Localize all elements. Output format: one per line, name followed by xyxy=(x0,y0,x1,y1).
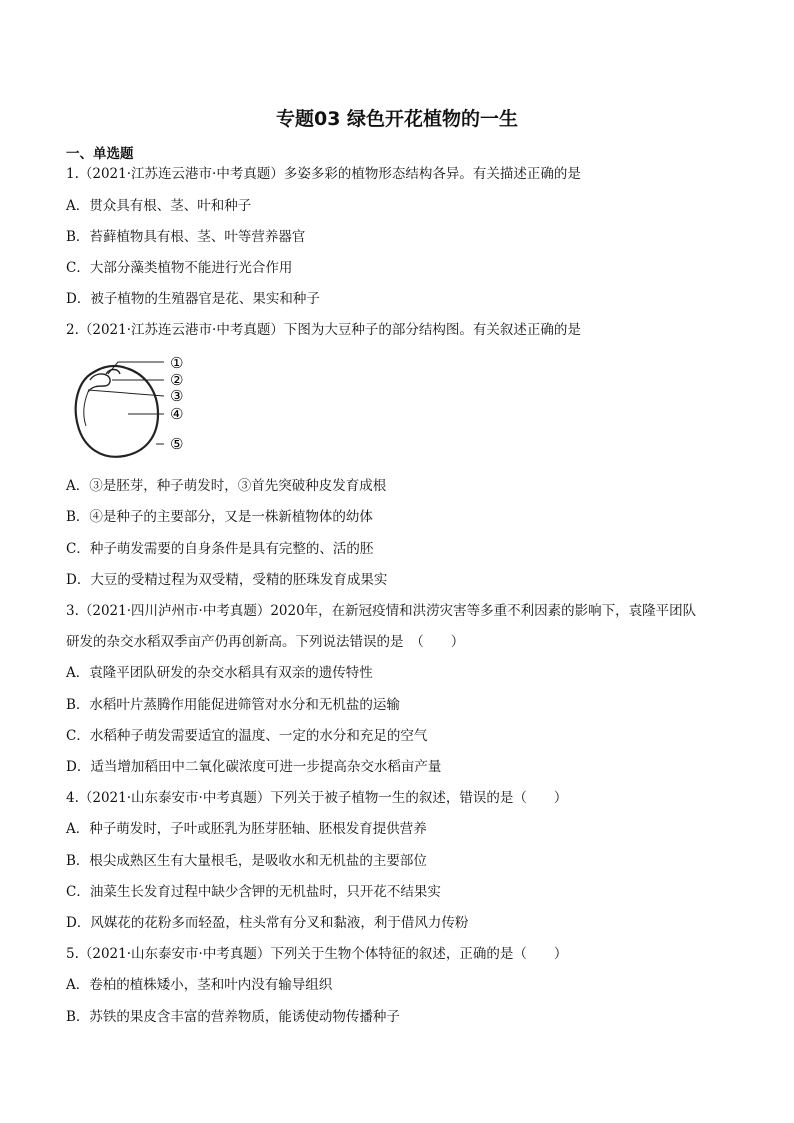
question-5-option-b: B．苏铁的果皮含丰富的营养物质，能诱使动物传播种子 xyxy=(66,1009,400,1025)
question-1-option-a: A．贯众具有根、茎、叶和种子 xyxy=(66,198,252,214)
question-4-option-a: A．种子萌发时，子叶或胚乳为胚芽胚轴、胚根发育提供营养 xyxy=(66,821,427,837)
question-2-stem: 2.（2021·江苏连云港市·中考真题）下图为大豆种子的部分结构图。有关叙述正确的是 xyxy=(66,322,581,338)
question-3-option-a: A．袁隆平团队研发的杂交水稻具有双亲的遗传特性 xyxy=(66,665,373,681)
figure-label-5: ⑤ xyxy=(170,435,184,453)
section-heading: 一、单选题 xyxy=(66,146,134,162)
question-1-option-d: D．被子植物的生殖器官是花、果实和种子 xyxy=(66,291,320,307)
question-2-option-a: A．③是胚芽，种子萌发时，③首先突破种皮发育成根 xyxy=(66,478,387,494)
question-5-stem: 5.（2021·山东泰安市·中考真题）下列关于生物个体特征的叙述，正确的是（ ） xyxy=(66,946,568,962)
question-3-stem-continued: 研发的杂交水稻双季亩产仍再创新高。下列说法错误的是 （ ） xyxy=(66,634,465,650)
question-4-option-d: D．风媒花的花粉多而轻盈，柱头常有分叉和黏液，利于借风力传粉 xyxy=(66,915,469,931)
question-3-option-c: C．水稻种子萌发需要适宜的温度、一定的水分和充足的空气 xyxy=(66,728,428,744)
question-2-option-c: C．种子萌发需要的自身条件是具有完整的、活的胚 xyxy=(66,541,374,557)
question-5-option-a: A．卷柏的植株矮小，茎和叶内没有输导组织 xyxy=(66,977,333,993)
question-1-stem: 1.（2021·江苏连云港市·中考真题）多姿多彩的植物形态结构各异。有关描述正确的是 xyxy=(66,166,581,182)
question-4-stem: 4.（2021·山东泰安市·中考真题）下列关于被子植物一生的叙述，错误的是（ ） xyxy=(66,790,568,806)
question-1-option-c: C．大部分藻类植物不能进行光合作用 xyxy=(66,260,293,276)
figure-label-3: ③ xyxy=(170,387,184,405)
question-3-stem: 3.（2021·四川泸州市·中考真题）2020年，在新冠疫情和洪涝灾害等多重不利因素的影响下，袁隆平团队 xyxy=(66,603,697,619)
question-4-option-c: C．油菜生长发育过程中缺少含钾的无机盐时，只开花不结果实 xyxy=(66,884,441,900)
figure-label-1: ① xyxy=(170,354,184,372)
figure-label-2: ② xyxy=(170,371,184,389)
page-title: 专题03 绿色开花植物的一生 xyxy=(275,108,519,130)
question-3-option-b: B．水稻叶片蒸腾作用能促进筛管对水分和无机盐的运输 xyxy=(66,697,400,713)
question-4-option-b: B．根尖成熟区生有大量根毛，是吸收水和无机盐的主要部位 xyxy=(66,853,427,869)
figure-label-4: ④ xyxy=(170,405,184,423)
question-2-option-b: B．④是种子的主要部分，又是一株新植物体的幼体 xyxy=(66,509,373,525)
question-1-option-b: B．苔藓植物具有根、茎、叶等营养器官 xyxy=(66,229,306,245)
soybean-seed-diagram xyxy=(66,352,196,464)
question-2-option-d: D．大豆的受精过程为双受精，受精的胚珠发育成果实 xyxy=(66,572,388,588)
question-3-option-d: D．适当增加稻田中二氧化碳浓度可进一步提高杂交水稻亩产量 xyxy=(66,759,442,775)
